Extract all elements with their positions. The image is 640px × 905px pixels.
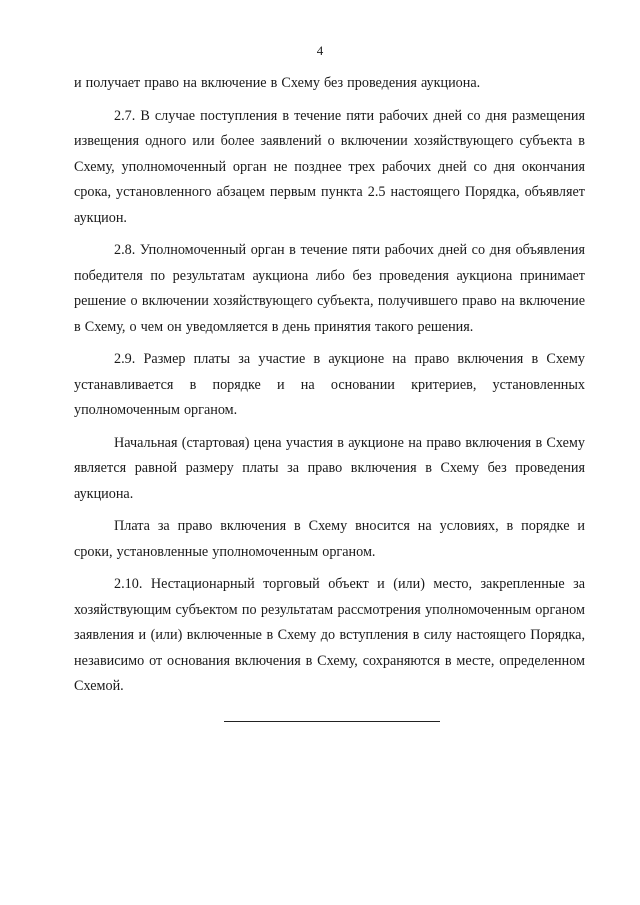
paragraph-2-9: 2.9. Размер платы за участие в аукционе на право включения в Схему устанавливается в порядке и на основании критериев, установленных уполномоченным органом. bbox=[74, 351, 585, 418]
document-body bbox=[74, 71, 585, 707]
page-number: 4 bbox=[316, 43, 324, 58]
end-of-document-rule bbox=[224, 721, 440, 722]
paragraph-2-7: 2.7. В случае поступления в течение пяти рабочих дней со дня размещения извещения одного или более заявлений о включении хозяйствующего субъекта в Схему, уполномоченный орган не позднее трех рабочих дней со дня окончания срока, установленного абзацем первым пункта 2.5 настоящего Порядка, объявляет аукцион. bbox=[74, 107, 585, 226]
paragraph-payment-terms: Плата за право включения в Схему вносится на условиях, в порядке и сроки, установленные уполномоченным органом. bbox=[74, 518, 585, 560]
paragraph-2-8: 2.8. Уполномоченный орган в течение пяти рабочих дней со дня объявления победителя по результатам аукциона либо без проведения аукциона принимает решение о включении хозяйствующего субъекта, получившего право на включение в Схему, о чем он уведомляется в день принятия такого решения. bbox=[74, 242, 585, 335]
paragraph-2-10: 2.10. Нестационарный торговый объект и (или) место, закрепленные за хозяйствующим субъектом по результатам рассмотрения уполномоченным органом заявления и (или) включенные в Схему до вступления в силу настоящего Порядка, независимо от основания включения в Схему, сохраняются в месте, определенном Схемой. bbox=[74, 576, 585, 694]
paragraph-starting-price: Начальная (стартовая) цена участия в аукционе на право включения в Схему является равной размеру платы за право включения в Схему без проведения аукциона. bbox=[74, 434, 585, 502]
paragraph-continuation: и получает право на включение в Схему без проведения аукциона. bbox=[74, 75, 481, 91]
